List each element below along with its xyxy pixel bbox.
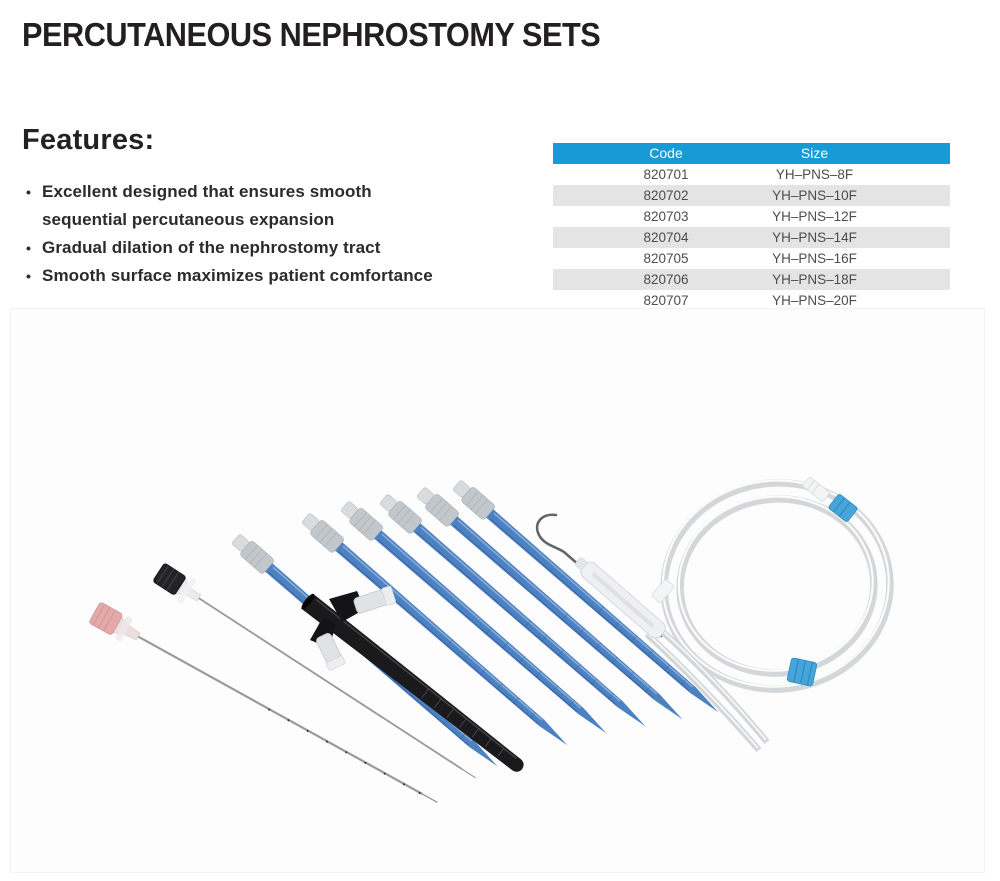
cell-code: 820703 [643,209,689,224]
stopcock-port [353,586,397,615]
pink-hub-needle [88,601,443,814]
feature-item [26,262,462,290]
features-heading: Features: [22,124,155,156]
cell-code: 820705 [643,251,689,266]
tube-tail [647,634,759,750]
spec-table-header [553,143,950,164]
cell-size: YH–PNS–20F [772,293,857,308]
blue-clip [787,658,817,687]
bullet-icon: • [26,268,32,284]
cell-size: YH–PNS–8F [775,167,854,182]
luer-connector [802,477,830,502]
cell-code: 820704 [643,230,689,245]
features-list [26,178,462,290]
cell-size: YH–PNS–16F [772,251,857,266]
table-row [553,206,950,227]
table-row [553,269,950,290]
guidewire-coil [646,471,899,750]
product-photo [10,308,985,873]
feature-item [26,234,462,262]
nephrostomy-set-illustration [11,309,984,872]
spec-table [553,143,950,332]
bullet-icon: • [26,240,32,256]
column-header-code: Code [649,145,683,161]
cell-size: YH–PNS–14F [772,230,857,245]
feature-text: Smooth surface maximizes patient comfortance [42,266,433,285]
bullet-icon: • [26,184,32,200]
cell-code: 820701 [643,167,689,182]
table-row [553,248,950,269]
feature-text: Excellent designed that ensures smooth sequential percutaneous expansion [42,182,372,229]
black-cap-needle [151,560,483,789]
cell-size: YH–PNS–12F [772,209,857,224]
white-clip [651,579,674,603]
cell-code: 820702 [643,188,689,203]
page-title: PERCUTANEOUS NEPHROSTOMY SETS [22,16,601,53]
feature-item [26,178,462,234]
cell-size: YH–PNS–10F [772,188,857,203]
cell-code: 820707 [643,293,689,308]
table-row [553,227,950,248]
table-row [553,185,950,206]
feature-text: Gradual dilation of the nephrostomy tract [42,238,381,257]
cell-code: 820706 [643,272,689,287]
cell-size: YH–PNS–18F [772,272,857,287]
column-header-size: Size [800,145,829,161]
table-row [553,164,950,185]
